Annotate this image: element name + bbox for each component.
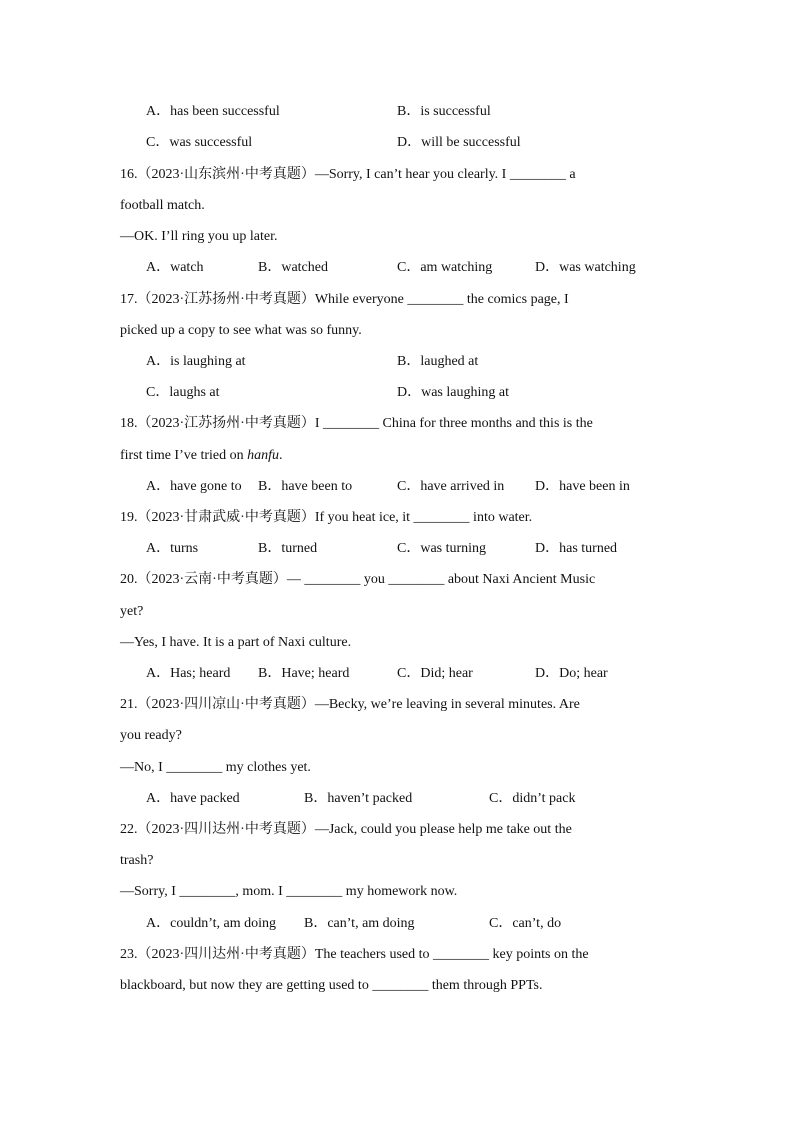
option-d[interactable]: D．was laughing at bbox=[397, 385, 509, 400]
option-c[interactable]: C．can’t, do bbox=[489, 916, 562, 931]
question-stem: 21.（2023·四川凉山·中考真题）—Becky, we’re leaving in several minutes. Are bbox=[120, 697, 580, 712]
option-b[interactable]: B．can’t, am doing bbox=[304, 916, 415, 931]
question-stem: trash? bbox=[120, 853, 154, 868]
option-b[interactable]: B．turned bbox=[258, 541, 318, 556]
question-stem bbox=[120, 446, 283, 466]
question-stem: —OK. I’ll ring you up later. bbox=[120, 229, 278, 244]
option-d[interactable]: D．Do; hear bbox=[535, 666, 608, 681]
option-d[interactable]: D．was watching bbox=[535, 260, 636, 275]
question-stem: —Yes, I have. It is a part of Naxi culture. bbox=[120, 635, 352, 650]
option-b[interactable]: B．have been to bbox=[258, 479, 353, 494]
question-stem: —Sorry, I ________, mom. I ________ my homework now. bbox=[120, 884, 458, 899]
question-stem: 18.（2023·江苏扬州·中考真题）I ________ China for three months and this is the bbox=[120, 416, 593, 431]
option-b[interactable]: B．haven’t packed bbox=[304, 791, 413, 806]
question-stem: 19.（2023·甘肃武威·中考真题）If you heat ice, it ________ into water. bbox=[120, 510, 533, 525]
option-b[interactable]: B．Have; heard bbox=[258, 666, 350, 681]
stem-text: first time I’ve tried on bbox=[120, 448, 248, 463]
italic-word: hanfu bbox=[247, 448, 280, 463]
option-a[interactable]: A．turns bbox=[146, 541, 199, 556]
question-stem: —No, I ________ my clothes yet. bbox=[120, 760, 311, 775]
option-b[interactable]: B．watched bbox=[258, 260, 328, 275]
option-d[interactable]: D．has turned bbox=[535, 541, 618, 556]
option-b[interactable]: B．laughed at bbox=[397, 354, 479, 369]
option-c[interactable]: C．didn’t pack bbox=[489, 791, 576, 806]
option-a[interactable]: A．watch bbox=[146, 260, 204, 275]
option-a[interactable]: A．Has; heard bbox=[146, 666, 231, 681]
question-stem: picked up a copy to see what was so funny. bbox=[120, 323, 362, 338]
option-c[interactable]: C．Did; hear bbox=[397, 666, 473, 681]
option-c[interactable]: C．was successful bbox=[146, 135, 253, 150]
option-c[interactable]: C．laughs at bbox=[146, 385, 220, 400]
option-c[interactable]: C．am watching bbox=[397, 260, 493, 275]
question-stem: football match. bbox=[120, 198, 205, 213]
option-d[interactable]: D．will be successful bbox=[397, 135, 521, 150]
option-d[interactable]: D．have been in bbox=[535, 479, 630, 494]
option-c[interactable]: C．was turning bbox=[397, 541, 487, 556]
option-a[interactable]: A．have gone to bbox=[146, 479, 242, 494]
question-stem: 22.（2023·四川达州·中考真题）—Jack, could you please help me take out the bbox=[120, 822, 572, 837]
option-a[interactable]: A．is laughing at bbox=[146, 354, 246, 369]
stem-text: . bbox=[279, 448, 283, 463]
question-stem: yet? bbox=[120, 604, 144, 619]
option-c[interactable]: C．have arrived in bbox=[397, 479, 505, 494]
question-stem: 23.（2023·四川达州·中考真题）The teachers used to ________ key points on the bbox=[120, 947, 589, 962]
question-stem: 16.（2023·山东滨州·中考真题）—Sorry, I can’t hear you clearly. I ________ a bbox=[120, 167, 576, 182]
option-a[interactable]: A．couldn’t, am doing bbox=[146, 916, 277, 931]
question-stem: blackboard, but now they are getting used to ________ them through PPTs. bbox=[120, 978, 543, 993]
option-a[interactable]: A．has been successful bbox=[146, 104, 280, 119]
option-b[interactable]: B．is successful bbox=[397, 104, 491, 119]
question-stem: 20.（2023·云南·中考真题）— ________ you ________ about Naxi Ancient Music bbox=[120, 572, 596, 587]
option-a[interactable]: A．have packed bbox=[146, 791, 240, 806]
question-stem: you ready? bbox=[120, 728, 182, 743]
question-stem: 17.（2023·江苏扬州·中考真题）While everyone ________ the comics page, I bbox=[120, 292, 569, 307]
